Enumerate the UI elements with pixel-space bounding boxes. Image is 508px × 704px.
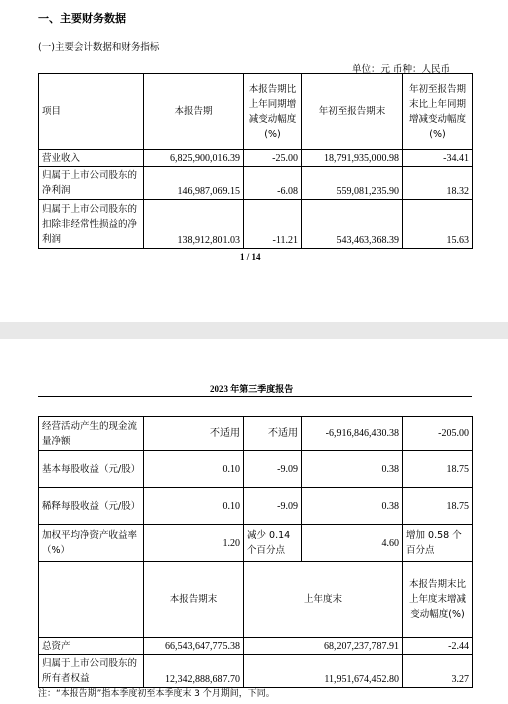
table-row bbox=[39, 638, 473, 655]
table-row bbox=[39, 167, 473, 200]
footnote: 注：“本报告期”指本季度初至本季度末 3 个月期间，下同。 bbox=[38, 689, 275, 699]
document-page-1 bbox=[0, 0, 508, 322]
cell-value: 不适用 bbox=[244, 417, 302, 451]
table-row bbox=[39, 150, 473, 167]
cell-value: 146,987,069.15 bbox=[144, 167, 244, 200]
row-label: 加权平均净资产收益率（%） bbox=[39, 525, 144, 562]
table-row bbox=[39, 200, 473, 249]
cell-value: 12,342,888,687.70 bbox=[144, 655, 244, 688]
cell-value: 6,825,900,016.39 bbox=[144, 150, 244, 167]
cell-value: -9.09 bbox=[244, 488, 302, 525]
table-row bbox=[39, 488, 473, 525]
financial-table-part2 bbox=[38, 416, 473, 688]
cell-value: 18.32 bbox=[403, 167, 473, 200]
table-row bbox=[39, 525, 473, 562]
cell-value: -25.00 bbox=[244, 150, 302, 167]
cell-value: -2.44 bbox=[403, 638, 473, 655]
table-row bbox=[39, 451, 473, 488]
cell-value: -6,916,846,430.38 bbox=[302, 417, 403, 451]
cell-value: 1.20 bbox=[144, 525, 244, 562]
row-label: 归属于上市公司股东的扣除非经常性损益的净利润 bbox=[39, 200, 144, 249]
cell-value: 4.60 bbox=[302, 525, 403, 562]
row-label: 稀释每股收益（元/股） bbox=[39, 488, 144, 525]
col-header-current-change: 本报告期比上年同期增减变动幅度(%) bbox=[244, 74, 302, 150]
col-header-balance-change: 本报告期末比上年度末增减变动幅度(%) bbox=[403, 562, 473, 638]
cell-value: 18,791,935,000.98 bbox=[302, 150, 403, 167]
row-label: 基本每股收益（元/股） bbox=[39, 451, 144, 488]
row-label: 归属于上市公司股东的净利润 bbox=[39, 167, 144, 200]
cell-value: -205.00 bbox=[403, 417, 473, 451]
empty-header-cell bbox=[39, 562, 144, 638]
page-number: 1 / 14 bbox=[240, 252, 261, 262]
cell-value: 0.38 bbox=[302, 451, 403, 488]
cell-value: -9.09 bbox=[244, 451, 302, 488]
row-label: 经营活动产生的现金流量净额 bbox=[39, 417, 144, 451]
cell-value: 0.10 bbox=[144, 488, 244, 525]
financial-table-part1 bbox=[38, 73, 473, 249]
col-header-ytd-change: 年初至报告期末比上年同期增减变动幅度(%) bbox=[403, 74, 473, 150]
section-title: 一、主要财务数据 bbox=[38, 12, 126, 25]
cell-value: -6.08 bbox=[244, 167, 302, 200]
unit-currency-line: 单位：元 币种：人民币 bbox=[352, 64, 451, 75]
cell-value: 不适用 bbox=[144, 417, 244, 451]
document-page-2 bbox=[0, 339, 508, 704]
subsection-title: (一)主要会计数据和财务指标 bbox=[38, 42, 160, 53]
cell-value: 15.63 bbox=[403, 200, 473, 249]
col-header-ytd: 年初至报告期末 bbox=[302, 74, 403, 150]
table-header-row bbox=[39, 74, 473, 150]
cell-value: 68,207,237,787.91 bbox=[244, 638, 403, 655]
cell-value: 减少 0.14 个百分点 bbox=[244, 525, 302, 562]
cell-value: 66,543,647,775.38 bbox=[144, 638, 244, 655]
cell-value: 0.38 bbox=[302, 488, 403, 525]
col-header-item: 项目 bbox=[39, 74, 144, 150]
balance-header-row bbox=[39, 562, 473, 638]
cell-value: 543,463,368.39 bbox=[302, 200, 403, 249]
cell-value: 18.75 bbox=[403, 451, 473, 488]
cell-value: 0.10 bbox=[144, 451, 244, 488]
cell-value: 559,081,235.90 bbox=[302, 167, 403, 200]
cell-value: 增加 0.58 个百分点 bbox=[403, 525, 473, 562]
col-header-current-period: 本报告期 bbox=[144, 74, 244, 150]
running-header: 2023 年第三季度报告 bbox=[210, 384, 294, 394]
col-header-prior-year-end: 上年度末 bbox=[244, 562, 403, 638]
col-header-period-end: 本报告期末 bbox=[144, 562, 244, 638]
cell-value: -34.41 bbox=[403, 150, 473, 167]
cell-value: -11.21 bbox=[244, 200, 302, 249]
row-label: 归属于上市公司股东的所有者权益 bbox=[39, 655, 144, 688]
table-row bbox=[39, 655, 473, 688]
table-row bbox=[39, 417, 473, 451]
cell-value: 11,951,674,452.80 bbox=[244, 655, 403, 688]
row-label: 总资产 bbox=[39, 638, 144, 655]
row-label: 营业收入 bbox=[39, 150, 144, 167]
header-rule bbox=[38, 396, 472, 397]
cell-value: 138,912,801.03 bbox=[144, 200, 244, 249]
cell-value: 3.27 bbox=[403, 655, 473, 688]
cell-value: 18.75 bbox=[403, 488, 473, 525]
